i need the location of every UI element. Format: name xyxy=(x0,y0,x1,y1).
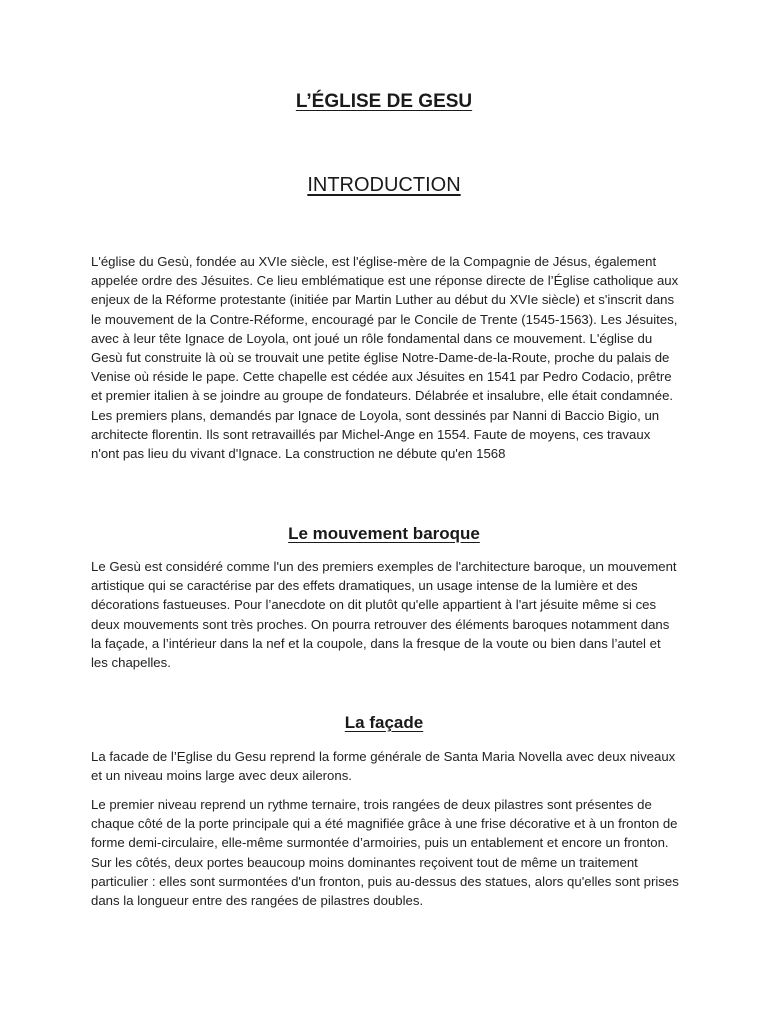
intro-heading: INTRODUCTION xyxy=(307,174,461,196)
document-title: L’ÉGLISE DE GESU xyxy=(295,91,473,112)
section-heading-baroque: Le mouvement baroque xyxy=(288,524,480,543)
section-paragraph-facade-1: La facade de l’Eglise du Gesu reprend la forme générale de Santa Maria Novella avec deux niveaux et un niveau moins large avec deux ailerons. xyxy=(91,749,676,784)
section-heading-facade: La façade xyxy=(344,713,424,732)
section-paragraph-facade-2: Le premier niveau reprend un rythme ternaire, trois rangées de deux pilastres sont présentes de chaque côté de la porte principale qui a été magnifiée grâce à une frise décorative et à un fronton de forme demi-circulaire, elle-même surmontée d’armoiries, puis un entablement et encore un fronton. Sur les côtés, deux portes beaucoup moins dominantes reçoivent tout de même un traitement particulier : elles sont surmontées d'un fronton, puis au-dessus des statues, alors qu'elles sont prises dans la longueur entre des rangées de pilastres doubles. xyxy=(91,797,679,909)
intro-paragraph: L'église du Gesù, fondée au XVIe siècle, est l'église-mère de la Compagnie de Jésus, également appelée ordre des Jésuites. Ce lieu emblématique est une réponse directe de l’Église catholique aux enjeux de la Réforme protestante (initiée par Martin Luther au début du XVIe siècle) et s'inscrit dans le mouvement de la Contre-Réforme, encouragé par le Concile de Trente (1545-1563). Les Jésuites, avec à leur tête Ignace de Loyola, ont joué un rôle fondamental dans ce mouvement. L'église du Gesù fut construite là où se trouvait une petite église Notre-Dame-de-la-Route, proche du palais de Venise où réside le pape. Cette chapelle est cédée aux Jésuites en 1541 par Pedro Codacio, prêtre et premier italien à se joindre au groupe de fondateurs. Délabrée et insalubre, elle était condamnée. Les premiers plans, demandés par Ignace de Loyola, sont dessinés par Nanni di Baccio Bigio, un architecte florentin. Ils sont retravaillés par Michel-Ange en 1554. Faute de moyens, ces travaux n'ont pas lieu du vivant d'Ignace. La construction ne débute qu'en 1568 xyxy=(91,254,679,462)
section-paragraph-baroque: Le Gesù est considéré comme l'un des premiers exemples de l'architecture baroque, un mouvement artistique qui se caractérise par des effets dramatiques, un usage intense de la lumière et des décorations fastueuses. Pour l’anecdote on dit plutôt qu'elle appartient à l'art jésuite même si ces deux mouvements sont très proches. On pourra retrouver des éléments baroques notamment dans la façade, a l’intérieur dans la nef et la coupole, dans la fresque de la voute ou bien dans l’autel et les chapelles. xyxy=(91,559,677,671)
